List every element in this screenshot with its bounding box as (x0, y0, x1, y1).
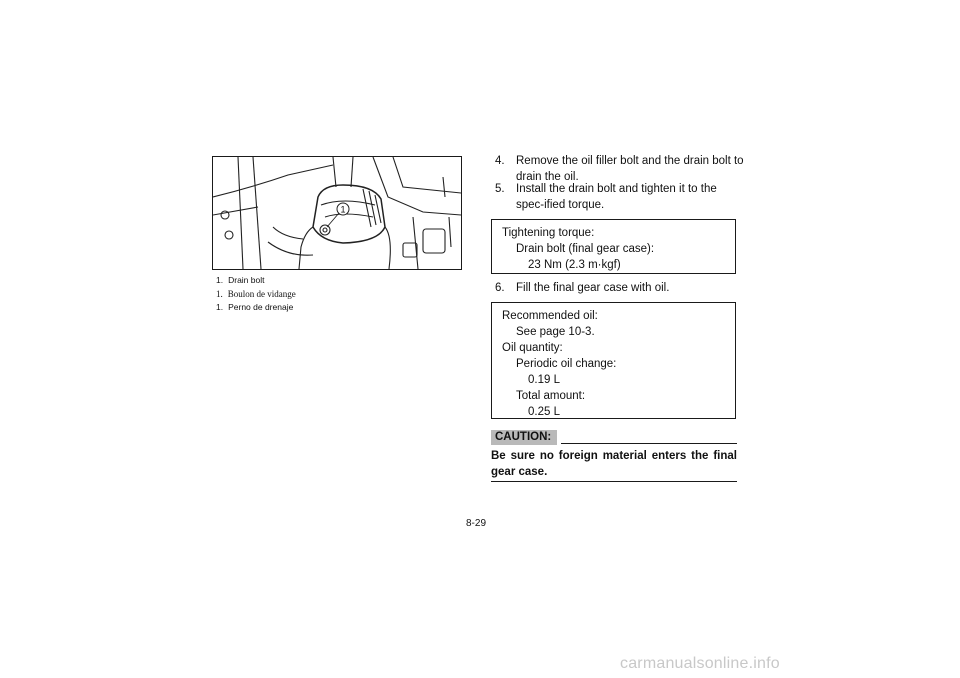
caption-text: Boulon de vidange (227, 288, 296, 299)
step-text: Fill the final gear case with oil. (516, 282, 670, 294)
caution-bottom-rule (491, 481, 737, 482)
caption-english (216, 274, 296, 288)
watermark: carmanualsonline.info (620, 655, 780, 672)
total-amount-value: 0.25 L (528, 406, 560, 418)
final-gear-case-illustration (213, 157, 461, 269)
caption-spanish (216, 301, 296, 315)
torque-value: 23 Nm (2.3 m·kgf) (528, 259, 621, 271)
figure-captions (216, 274, 296, 315)
oil-quantity-label: Oil quantity: (502, 342, 563, 354)
caption-text: Perno de drenaje (228, 302, 294, 312)
caution-text: Be sure no foreign material enters the final gear case. (491, 450, 737, 478)
step-text: Install the drain bolt and tighten it to the spec-ified torque. (516, 183, 717, 211)
caption-number: 1. (216, 302, 224, 312)
step-text: Remove the oil filler bolt and the drain bolt to drain the oil. (516, 155, 744, 183)
caption-number: 1. (216, 275, 224, 285)
drain-bolt-figure (212, 156, 462, 270)
caption-text: Drain bolt (228, 275, 265, 285)
caption-number: 1. (216, 288, 223, 299)
page-number: 8-29 (466, 518, 487, 529)
step-number: 4. (495, 155, 505, 167)
periodic-change-value: 0.19 L (528, 374, 560, 386)
callout-number: 1 (340, 204, 346, 215)
torque-heading: Tightening torque: (502, 227, 595, 239)
oil-spec-box (491, 302, 736, 419)
step-number: 6. (495, 282, 505, 294)
torque-spec-box (491, 219, 736, 274)
caution-label: CAUTION: (491, 430, 557, 445)
torque-item: Drain bolt (final gear case): (516, 243, 655, 255)
caption-french (216, 288, 296, 302)
step-number: 5. (495, 183, 505, 195)
step-6 (495, 280, 745, 296)
caution-top-rule (561, 443, 737, 444)
periodic-change-label: Periodic oil change: (516, 358, 617, 370)
recommended-oil-label: Recommended oil: (502, 310, 598, 322)
total-amount-label: Total amount: (516, 390, 586, 402)
step-5 (495, 181, 745, 213)
recommended-oil-value: See page 10-3. (516, 326, 595, 338)
